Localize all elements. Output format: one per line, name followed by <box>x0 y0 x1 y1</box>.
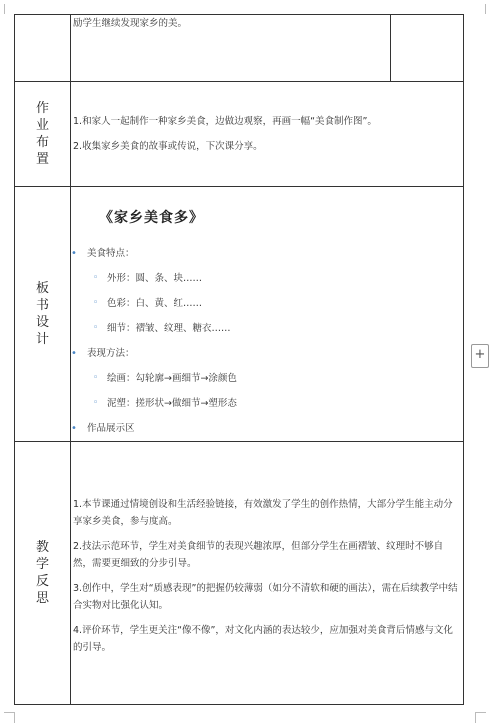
board-title: 《家乡美食多》 <box>99 210 204 226</box>
page-corner-mark <box>4 712 15 723</box>
lesson-plan-table <box>14 14 464 705</box>
add-row-button[interactable]: + <box>471 344 489 368</box>
content-cell-top[interactable] <box>71 15 464 82</box>
outline-heading-showcase: • 作品展示区 <box>71 416 463 441</box>
table-row-top <box>15 15 464 82</box>
homework-item-2: 2.收集家乡美食的故事或传说，下次课分享。 <box>73 141 263 152</box>
table-row-reflection <box>15 442 464 705</box>
section-label-reflection: 教 学 反 思 <box>35 540 49 606</box>
board-outline <box>71 241 463 441</box>
label-cell-empty[interactable] <box>15 15 71 82</box>
top-row-side-cell[interactable] <box>391 15 463 81</box>
label-cell-board-design[interactable] <box>15 187 71 442</box>
reflection-item-2: 2.技法示范环节，学生对美食细节的表现兴趣浓厚，但部分学生在画褶皱、纹理时不够自然，需要更细致的分步引导。 <box>73 541 444 569</box>
outline-heading-methods: • 表现方法： <box>71 341 463 366</box>
content-cell-homework[interactable] <box>71 82 464 187</box>
homework-item-1: 1.和家人一起制作一种家乡美食，边做边观察，再画一幅“美食制作图”。 <box>73 116 377 127</box>
reflection-item-3: 3.创作中，学生对“质感表现”的把握仍较薄弱（如分不清软和硬的画法），需在后续教学中结合实物对比强化认知。 <box>73 583 458 611</box>
table-row-homework <box>15 82 464 187</box>
outline-item-detail: ◦ 细节：褶皱、纹理、糖衣…… <box>71 316 463 341</box>
page-corner-mark <box>4 4 15 14</box>
section-label-homework: 作 业 布 置 <box>35 101 49 167</box>
table-row-board-design <box>15 187 464 442</box>
section-label-board-design: 板 书 设 计 <box>35 281 49 347</box>
label-cell-reflection[interactable] <box>15 442 71 705</box>
reflection-item-1: 1.本节课通过情境创设和生活经验链接，有效激发了学生的创作热情，大部分学生能主动分享家乡美食，参与度高。 <box>73 499 453 527</box>
label-cell-homework[interactable] <box>15 82 71 187</box>
outline-item-painting: ◦ 绘画：勾轮廓→画细节→涂颜色 <box>71 366 463 391</box>
content-cell-reflection[interactable] <box>71 442 464 705</box>
page-corner-mark <box>475 4 486 14</box>
top-row-text: 励学生继续发现家乡的美。 <box>73 18 188 29</box>
content-cell-board-design[interactable] <box>71 187 464 442</box>
outline-item-clay: ◦ 泥塑：搓形状→做细节→塑形态 <box>71 391 463 416</box>
outline-heading-features: • 美食特点： <box>71 241 463 266</box>
page-corner-mark <box>475 712 486 723</box>
outline-item-color: ◦ 色彩：白、黄、红…… <box>71 291 463 316</box>
outline-item-shape: ◦ 外形：圆、条、块…… <box>71 266 463 291</box>
reflection-item-4: 4.评价环节，学生更关注“像不像”，对文化内涵的表达较少，应加强对美食背后情感与文化的引导。 <box>73 625 453 653</box>
